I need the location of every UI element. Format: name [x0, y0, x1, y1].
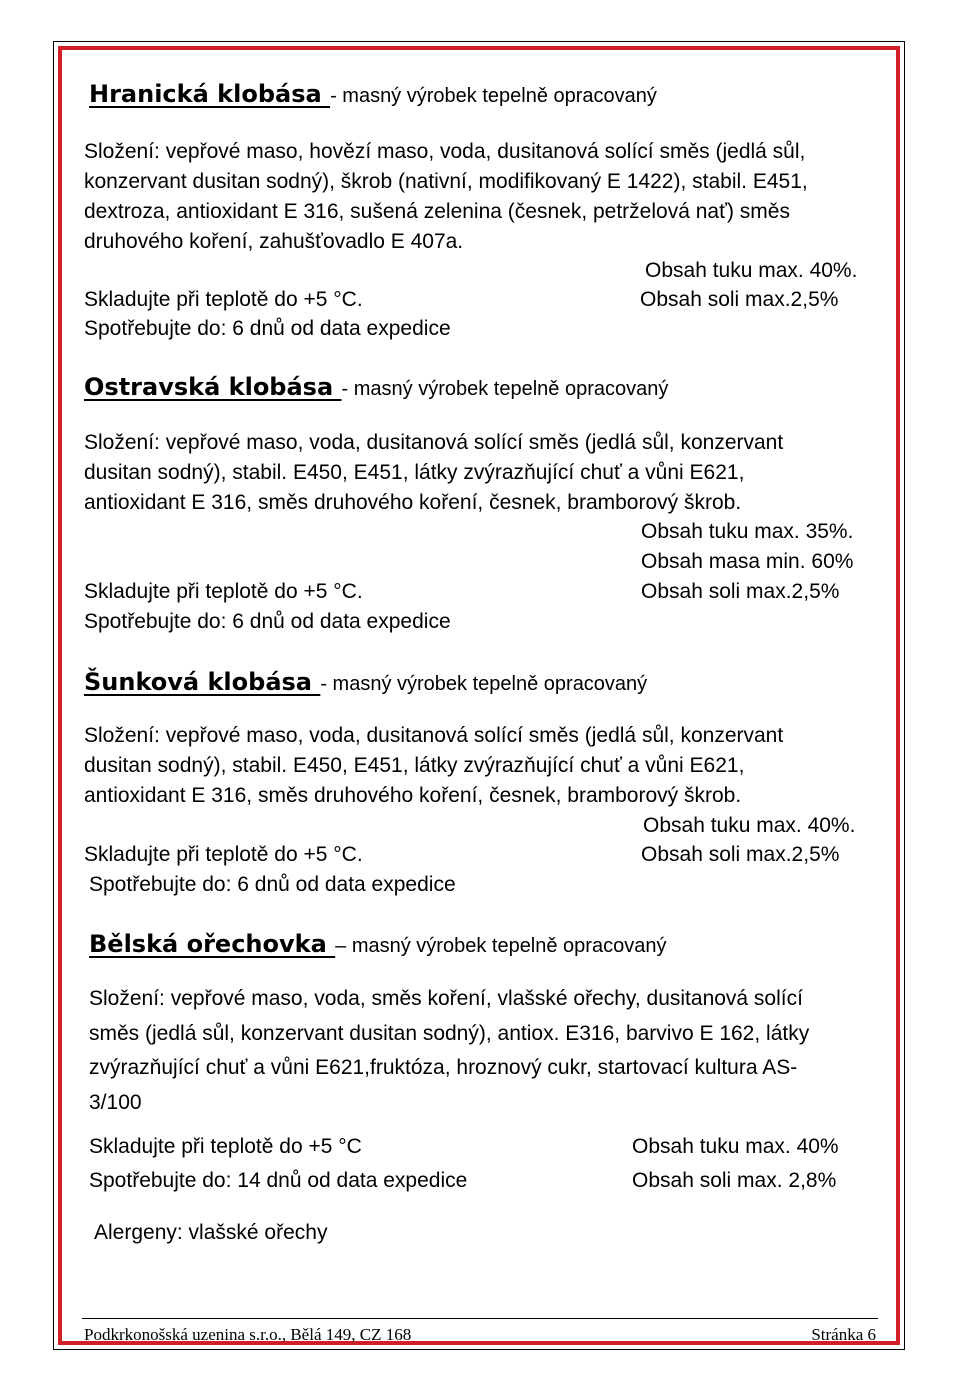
product-title: Ostravská klobása	[84, 373, 342, 401]
use-by: Spotřebujte do: 14 dnů od data expedice	[89, 1169, 468, 1192]
fat-content: Obsah tuku max. 40%.	[643, 814, 856, 837]
section-sunkova	[84, 668, 647, 696]
meat-content: Obsah masa min. 60%	[641, 550, 854, 573]
salt-content: Obsah soli max. 2,8%	[632, 1169, 837, 1192]
ingredients-line: 3/100	[89, 1091, 142, 1114]
fat-content: Obsah tuku max. 35%.	[641, 520, 854, 543]
ingredients-line: dextroza, antioxidant E 316, sušená zelenina (česnek, petrželová nať) směs	[84, 200, 790, 223]
ingredients-line: zvýrazňující chuť a vůni E621,fruktóza, hroznový cukr, startovací kultura AS-	[89, 1056, 798, 1079]
product-title: Bělská ořechovka	[89, 930, 336, 958]
product-subtitle: – masný výrobek tepelně opracovaný	[335, 935, 667, 957]
use-by: Spotřebujte do: 6 dnů od data expedice	[84, 317, 451, 340]
use-by: Spotřebujte do: 6 dnů od data expedice	[84, 610, 451, 633]
section-belska-orechovka	[89, 930, 666, 958]
product-subtitle: - masný výrobek tepelně opracovaný	[320, 673, 648, 695]
ingredients-line: Složení: vepřové maso, hovězí maso, voda, dusitanová solící směs (jedlá sůl,	[84, 140, 806, 163]
product-subtitle: - masný výrobek tepelně opracovaný	[341, 378, 669, 400]
footer-company: Podkrkonošská uzenina s.r.o., Bělá 149, CZ 168	[84, 1325, 412, 1344]
ingredients-line: směs (jedlá sůl, konzervant dusitan sodný), antiox. E316, barvivo E 162, látky	[89, 1022, 810, 1045]
product-title: Hranická klobása	[89, 80, 331, 108]
ingredients-line: dusitan sodný), stabil. E450, E451, látky zvýrazňující chuť a vůni E621,	[84, 461, 745, 484]
ingredients-line: Složení: vepřové maso, voda, dusitanová solící směs (jedlá sůl, konzervant	[84, 724, 784, 747]
use-by: Spotřebujte do: 6 dnů od data expedice	[89, 873, 456, 896]
section-hranicka	[89, 80, 657, 108]
ingredients-line: Složení: vepřové maso, voda, dusitanová solící směs (jedlá sůl, konzervant	[84, 431, 784, 454]
storage-instruction: Skladujte při teplotě do +5 °C.	[84, 843, 363, 866]
ingredients-line: Složení: vepřové maso, voda, směs koření, vlašské ořechy, dusitanová solící	[89, 987, 803, 1010]
product-title: Šunková klobása	[84, 668, 321, 696]
storage-instruction: Skladujte při teplotě do +5 °C.	[84, 288, 363, 311]
ingredients-line: dusitan sodný), stabil. E450, E451, látky zvýrazňující chuť a vůni E621,	[84, 754, 745, 777]
footer-divider	[82, 1318, 878, 1319]
fat-content: Obsah tuku max. 40%	[632, 1135, 839, 1158]
fat-content: Obsah tuku max. 40%.	[645, 259, 858, 282]
allergens: Alergeny: vlašské ořechy	[94, 1221, 328, 1244]
section-ostravska	[84, 373, 668, 401]
product-subtitle: - masný výrobek tepelně opracovaný	[330, 85, 657, 107]
salt-content: Obsah soli max.2,5%	[640, 288, 839, 311]
storage-instruction: Skladujte při teplotě do +5 °C	[89, 1135, 362, 1158]
salt-content: Obsah soli max.2,5%	[641, 843, 840, 866]
page-number: Stránka 6	[811, 1325, 876, 1344]
storage-instruction: Skladujte při teplotě do +5 °C.	[84, 580, 363, 603]
ingredients-line: antioxidant E 316, směs druhového koření, česnek, bramborový škrob.	[84, 784, 742, 807]
ingredients-line: antioxidant E 316, směs druhového koření, česnek, bramborový škrob.	[84, 491, 742, 514]
ingredients-line: konzervant dusitan sodný), škrob (nativní, modifikovaný E 1422), stabil. E451,	[84, 170, 808, 193]
salt-content: Obsah soli max.2,5%	[641, 580, 840, 603]
ingredients-line: druhového koření, zahušťovadlo E 407a.	[84, 230, 464, 253]
